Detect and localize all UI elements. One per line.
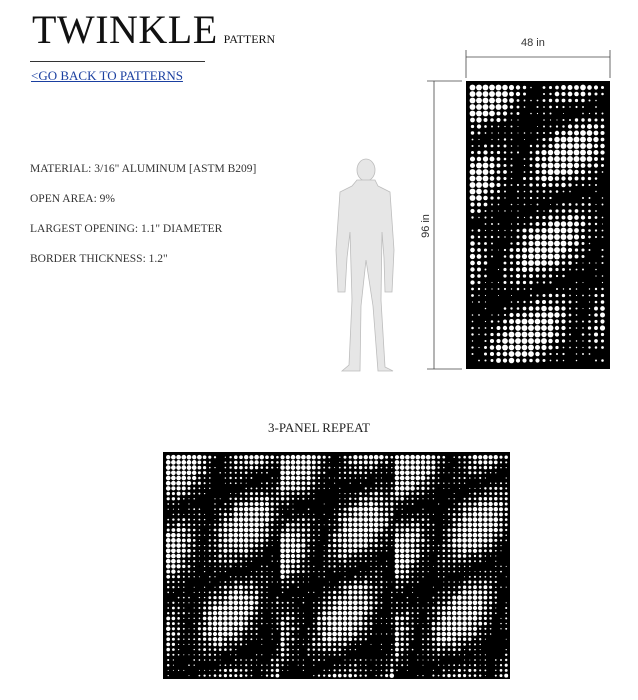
- spec-material: MATERIAL: 3/16" ALUMINUM [ASTM B209]: [30, 163, 257, 175]
- pattern-label: PATTERN: [223, 32, 276, 46]
- width-dimension-line: [466, 50, 610, 78]
- width-label: 48 in: [521, 37, 545, 49]
- spec-open-area: OPEN AREA: 9%: [30, 193, 115, 205]
- twinkle-panel: [466, 81, 610, 369]
- spec-border-thickness: BORDER THICKNESS: 1.2": [30, 253, 168, 265]
- repeat-heading: 3-PANEL REPEAT: [268, 420, 370, 435]
- spec-largest-opening: LARGEST OPENING: 1.1" DIAMETER: [30, 223, 223, 235]
- height-label: 96 in: [419, 214, 432, 238]
- back-to-patterns-link[interactable]: <GO BACK TO PATTERNS: [31, 68, 183, 83]
- three-panel-repeat: [163, 452, 510, 679]
- person-silhouette: [336, 159, 394, 371]
- height-dimension-line: [427, 81, 462, 369]
- pattern-name: TWINKLE: [32, 7, 218, 52]
